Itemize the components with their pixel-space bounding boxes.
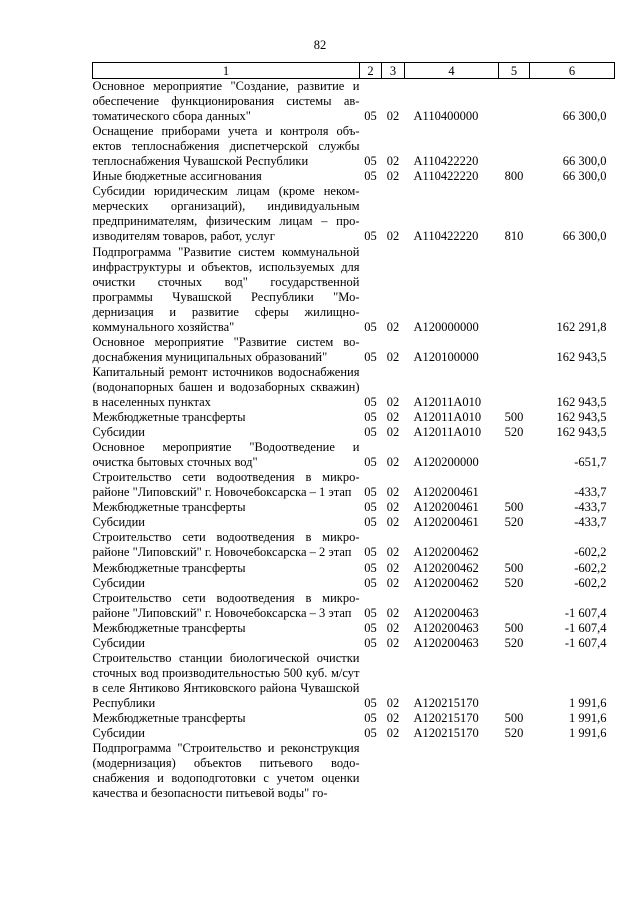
row-section: 05: [364, 229, 377, 244]
table-row: [93, 425, 615, 440]
header-col-3: 3: [382, 63, 405, 79]
row-target-code: А120200461: [413, 485, 479, 500]
table-row: [93, 79, 615, 125]
table-row: [93, 515, 615, 530]
row-target-code: [405, 741, 499, 801]
row-name: Субсидии: [92, 635, 145, 650]
row-name: Основное мероприятие "Развитие систем водоснабжения муниципальных образований": [92, 334, 360, 364]
row-target-code: А12011А010: [413, 425, 482, 440]
row-name: Межбюджетные трансферты: [92, 500, 246, 515]
row-name: Строительство сети водоотведения в микрорайоне "Липовский" г. Новочебоксарска – 2 этап: [92, 530, 360, 560]
row-amount: -1 607,4: [564, 620, 607, 635]
row-section: 05: [364, 545, 377, 560]
table-row: [93, 561, 615, 576]
row-expense-type: [499, 79, 530, 125]
table-row: [93, 636, 615, 651]
row-amount: 162 291,8: [556, 319, 607, 334]
row-subsection: 02: [386, 485, 400, 500]
row-subsection: 02: [386, 410, 400, 425]
row-amount: -651,7: [574, 455, 607, 470]
row-target-code: А120200461: [413, 500, 479, 515]
table-row: [93, 591, 615, 621]
row-expense-type: [499, 335, 530, 365]
table-row: [93, 335, 615, 365]
row-name: Межбюджетные трансферты: [92, 410, 246, 425]
row-subsection: 02: [386, 349, 400, 364]
row-name: Межбюджетные трансферты: [92, 710, 246, 725]
row-target-code: А120000000: [413, 319, 479, 334]
row-subsection: 02: [386, 109, 400, 124]
row-name: Строительство сети водоотведения в микрорайоне "Липовский" г. Новочебоксарска – 3 этап: [92, 590, 360, 620]
table-header-row: [93, 63, 615, 79]
row-section: 05: [364, 349, 377, 364]
row-expense-type: 520: [504, 515, 524, 530]
row-subsection: 02: [386, 425, 400, 440]
table-row: [93, 530, 615, 560]
row-name: Субсидии: [92, 425, 145, 440]
table-row: [93, 711, 615, 726]
row-name: Оснащение приборами учета и контроля объектов теплоснабжения диспетчерской службы теплоснабжения Чувашской Республики: [92, 124, 360, 169]
row-section: 05: [364, 575, 377, 590]
row-section: 05: [364, 154, 377, 169]
row-target-code: А110422220: [413, 229, 479, 244]
row-expense-type: 500: [504, 410, 524, 425]
row-subsection: 02: [386, 169, 400, 184]
header-col-6: 6: [530, 63, 615, 79]
row-expense-type: [499, 591, 530, 621]
row-expense-type: 520: [504, 575, 524, 590]
row-expense-type: [499, 365, 530, 410]
row-subsection: 02: [386, 710, 400, 725]
row-section: 05: [364, 425, 377, 440]
row-amount: 1 991,6: [569, 695, 607, 710]
row-name: Субсидии: [92, 575, 145, 590]
row-amount: [530, 741, 615, 801]
table-row: [93, 741, 615, 801]
row-section: 05: [364, 455, 377, 470]
table-row: [93, 169, 615, 184]
row-amount: 1 991,6: [569, 710, 607, 725]
row-subsection: 02: [386, 154, 400, 169]
row-expense-type: [499, 124, 530, 169]
row-subsection: 02: [386, 605, 400, 620]
header-col-2: 2: [360, 63, 382, 79]
row-amount: 66 300,0: [562, 109, 607, 124]
table-row: [93, 184, 615, 244]
row-subsection: 02: [386, 635, 400, 650]
row-target-code: А110422220: [413, 154, 479, 169]
row-expense-type: 500: [504, 560, 524, 575]
row-target-code: А12011А010: [413, 394, 482, 409]
row-expense-type: [499, 440, 530, 470]
row-amount: -602,2: [574, 545, 607, 560]
row-section: 05: [364, 605, 377, 620]
row-amount: 66 300,0: [562, 169, 607, 184]
row-expense-type: [499, 530, 530, 560]
table-row: [93, 576, 615, 591]
row-section: 05: [364, 695, 377, 710]
header-col-1: 1: [93, 63, 360, 79]
table-row: [93, 124, 615, 169]
row-target-code: А120200462: [413, 575, 479, 590]
table-row: [93, 621, 615, 636]
row-subsection: 02: [386, 500, 400, 515]
row-target-code: А120215170: [413, 710, 479, 725]
row-target-code: А120200000: [413, 455, 479, 470]
row-section: 05: [364, 169, 377, 184]
row-target-code: А120200463: [413, 620, 479, 635]
table-row: [93, 651, 615, 711]
row-amount: -433,7: [574, 485, 607, 500]
row-target-code: А120215170: [413, 726, 479, 741]
row-subsection: 02: [386, 695, 400, 710]
row-target-code: А12011А010: [413, 410, 482, 425]
row-section: 05: [364, 319, 377, 334]
row-target-code: А120200462: [413, 545, 479, 560]
row-target-code: А120200462: [413, 560, 479, 575]
row-expense-type: [499, 741, 530, 801]
row-expense-type: 500: [504, 500, 524, 515]
table-row: [93, 440, 615, 470]
row-section: [360, 741, 382, 801]
row-expense-type: [499, 470, 530, 500]
table-row: [93, 500, 615, 515]
table-row: [93, 470, 615, 500]
row-section: 05: [364, 500, 377, 515]
header-col-5: 5: [499, 63, 530, 79]
row-name: Подпрограмма "Развитие систем коммунальной инфраструктуры и объектов, используемых для очистки сточных вод" государственной программы Чувашской Республики "Модернизация и развитие сферы жилищно-коммунального хозяйства": [92, 244, 360, 334]
row-target-code: А120200463: [413, 605, 479, 620]
table-row: [93, 365, 615, 410]
row-expense-type: 500: [504, 620, 524, 635]
row-subsection: 02: [386, 515, 400, 530]
table-row: [93, 726, 615, 741]
row-expense-type: 810: [504, 229, 524, 244]
row-target-code: А120200463: [413, 635, 479, 650]
row-expense-type: 500: [504, 710, 524, 725]
table-row: [93, 410, 615, 425]
row-name: Субсидии: [92, 515, 145, 530]
row-expense-type: 520: [504, 635, 524, 650]
header-col-4: 4: [405, 63, 499, 79]
row-subsection: 02: [386, 229, 400, 244]
row-section: 05: [364, 515, 377, 530]
row-subsection: [382, 741, 405, 801]
row-name: Субсидии юридическим лицам (кроме некоммерческих организаций), индивидуальным предпринимателям, физическим лицам – производителям товаров, работ, услуг: [92, 184, 360, 244]
row-subsection: 02: [386, 560, 400, 575]
row-name: Строительство станции биологической очистки сточных вод производительностью 500 куб. м/сут в селе Янтиково Янтиковского района Чувашской Республики: [92, 650, 360, 710]
row-amount: 162 943,5: [556, 349, 607, 364]
row-section: 05: [364, 109, 377, 124]
row-section: 05: [364, 620, 377, 635]
table-body: [93, 79, 615, 802]
row-subsection: 02: [386, 545, 400, 560]
row-section: 05: [364, 560, 377, 575]
row-name: Межбюджетные трансферты: [92, 620, 246, 635]
row-section: 05: [364, 710, 377, 725]
row-subsection: 02: [386, 726, 400, 741]
row-target-code: А120215170: [413, 695, 479, 710]
row-amount: 66 300,0: [562, 229, 607, 244]
page-number: 82: [313, 38, 327, 52]
row-name: Основное мероприятие "Водоотведение и очистка бытовых сточных вод": [92, 440, 360, 470]
row-amount: -602,2: [574, 560, 607, 575]
table-row: [93, 245, 615, 335]
row-subsection: 02: [386, 319, 400, 334]
row-target-code: А120100000: [413, 349, 479, 364]
row-section: 05: [364, 410, 377, 425]
row-amount: -602,2: [574, 575, 607, 590]
row-name: Капитальный ремонт источников водоснабжения (водонапорных башен и водозаборных скважин) в населенных пунктах: [92, 364, 360, 409]
row-section: 05: [364, 394, 377, 409]
row-target-code: А110400000: [413, 109, 479, 124]
row-amount: -1 607,4: [564, 605, 607, 620]
row-amount: 66 300,0: [562, 154, 607, 169]
row-subsection: 02: [386, 455, 400, 470]
row-expense-type: 800: [504, 169, 524, 184]
row-name: Строительство сети водоотведения в микрорайоне "Липовский" г. Новочебоксарска – 1 этап: [92, 470, 360, 500]
row-amount: -433,7: [574, 500, 607, 515]
row-subsection: 02: [386, 575, 400, 590]
row-name: Иные бюджетные ассигнования: [92, 169, 262, 184]
row-amount: 162 943,5: [556, 410, 607, 425]
row-amount: 162 943,5: [556, 425, 607, 440]
row-section: 05: [364, 485, 377, 500]
row-target-code: А120200461: [413, 515, 479, 530]
row-subsection: 02: [386, 620, 400, 635]
row-expense-type: [499, 245, 530, 335]
row-name: Субсидии: [92, 726, 145, 741]
row-name: Основное мероприятие "Создание, развитие и обеспечение функционирования системы автоматического сбора данных": [92, 79, 360, 124]
row-section: 05: [364, 726, 377, 741]
row-expense-type: [499, 651, 530, 711]
row-amount: -433,7: [574, 515, 607, 530]
row-amount: 1 991,6: [569, 726, 607, 741]
row-section: 05: [364, 635, 377, 650]
row-name: Подпрограмма "Строительство и реконструкция (модернизация) объектов питьевого водоснабжения и водоподготовки с учетом оценки качества и безопасности питьевой воды" го-: [92, 741, 360, 801]
row-amount: -1 607,4: [564, 635, 607, 650]
budget-table: [92, 62, 615, 801]
row-expense-type: 520: [504, 726, 524, 741]
row-expense-type: 520: [504, 425, 524, 440]
row-amount: 162 943,5: [556, 394, 607, 409]
row-subsection: 02: [386, 394, 400, 409]
row-name: Межбюджетные трансферты: [92, 560, 246, 575]
row-target-code: А110422220: [413, 169, 479, 184]
